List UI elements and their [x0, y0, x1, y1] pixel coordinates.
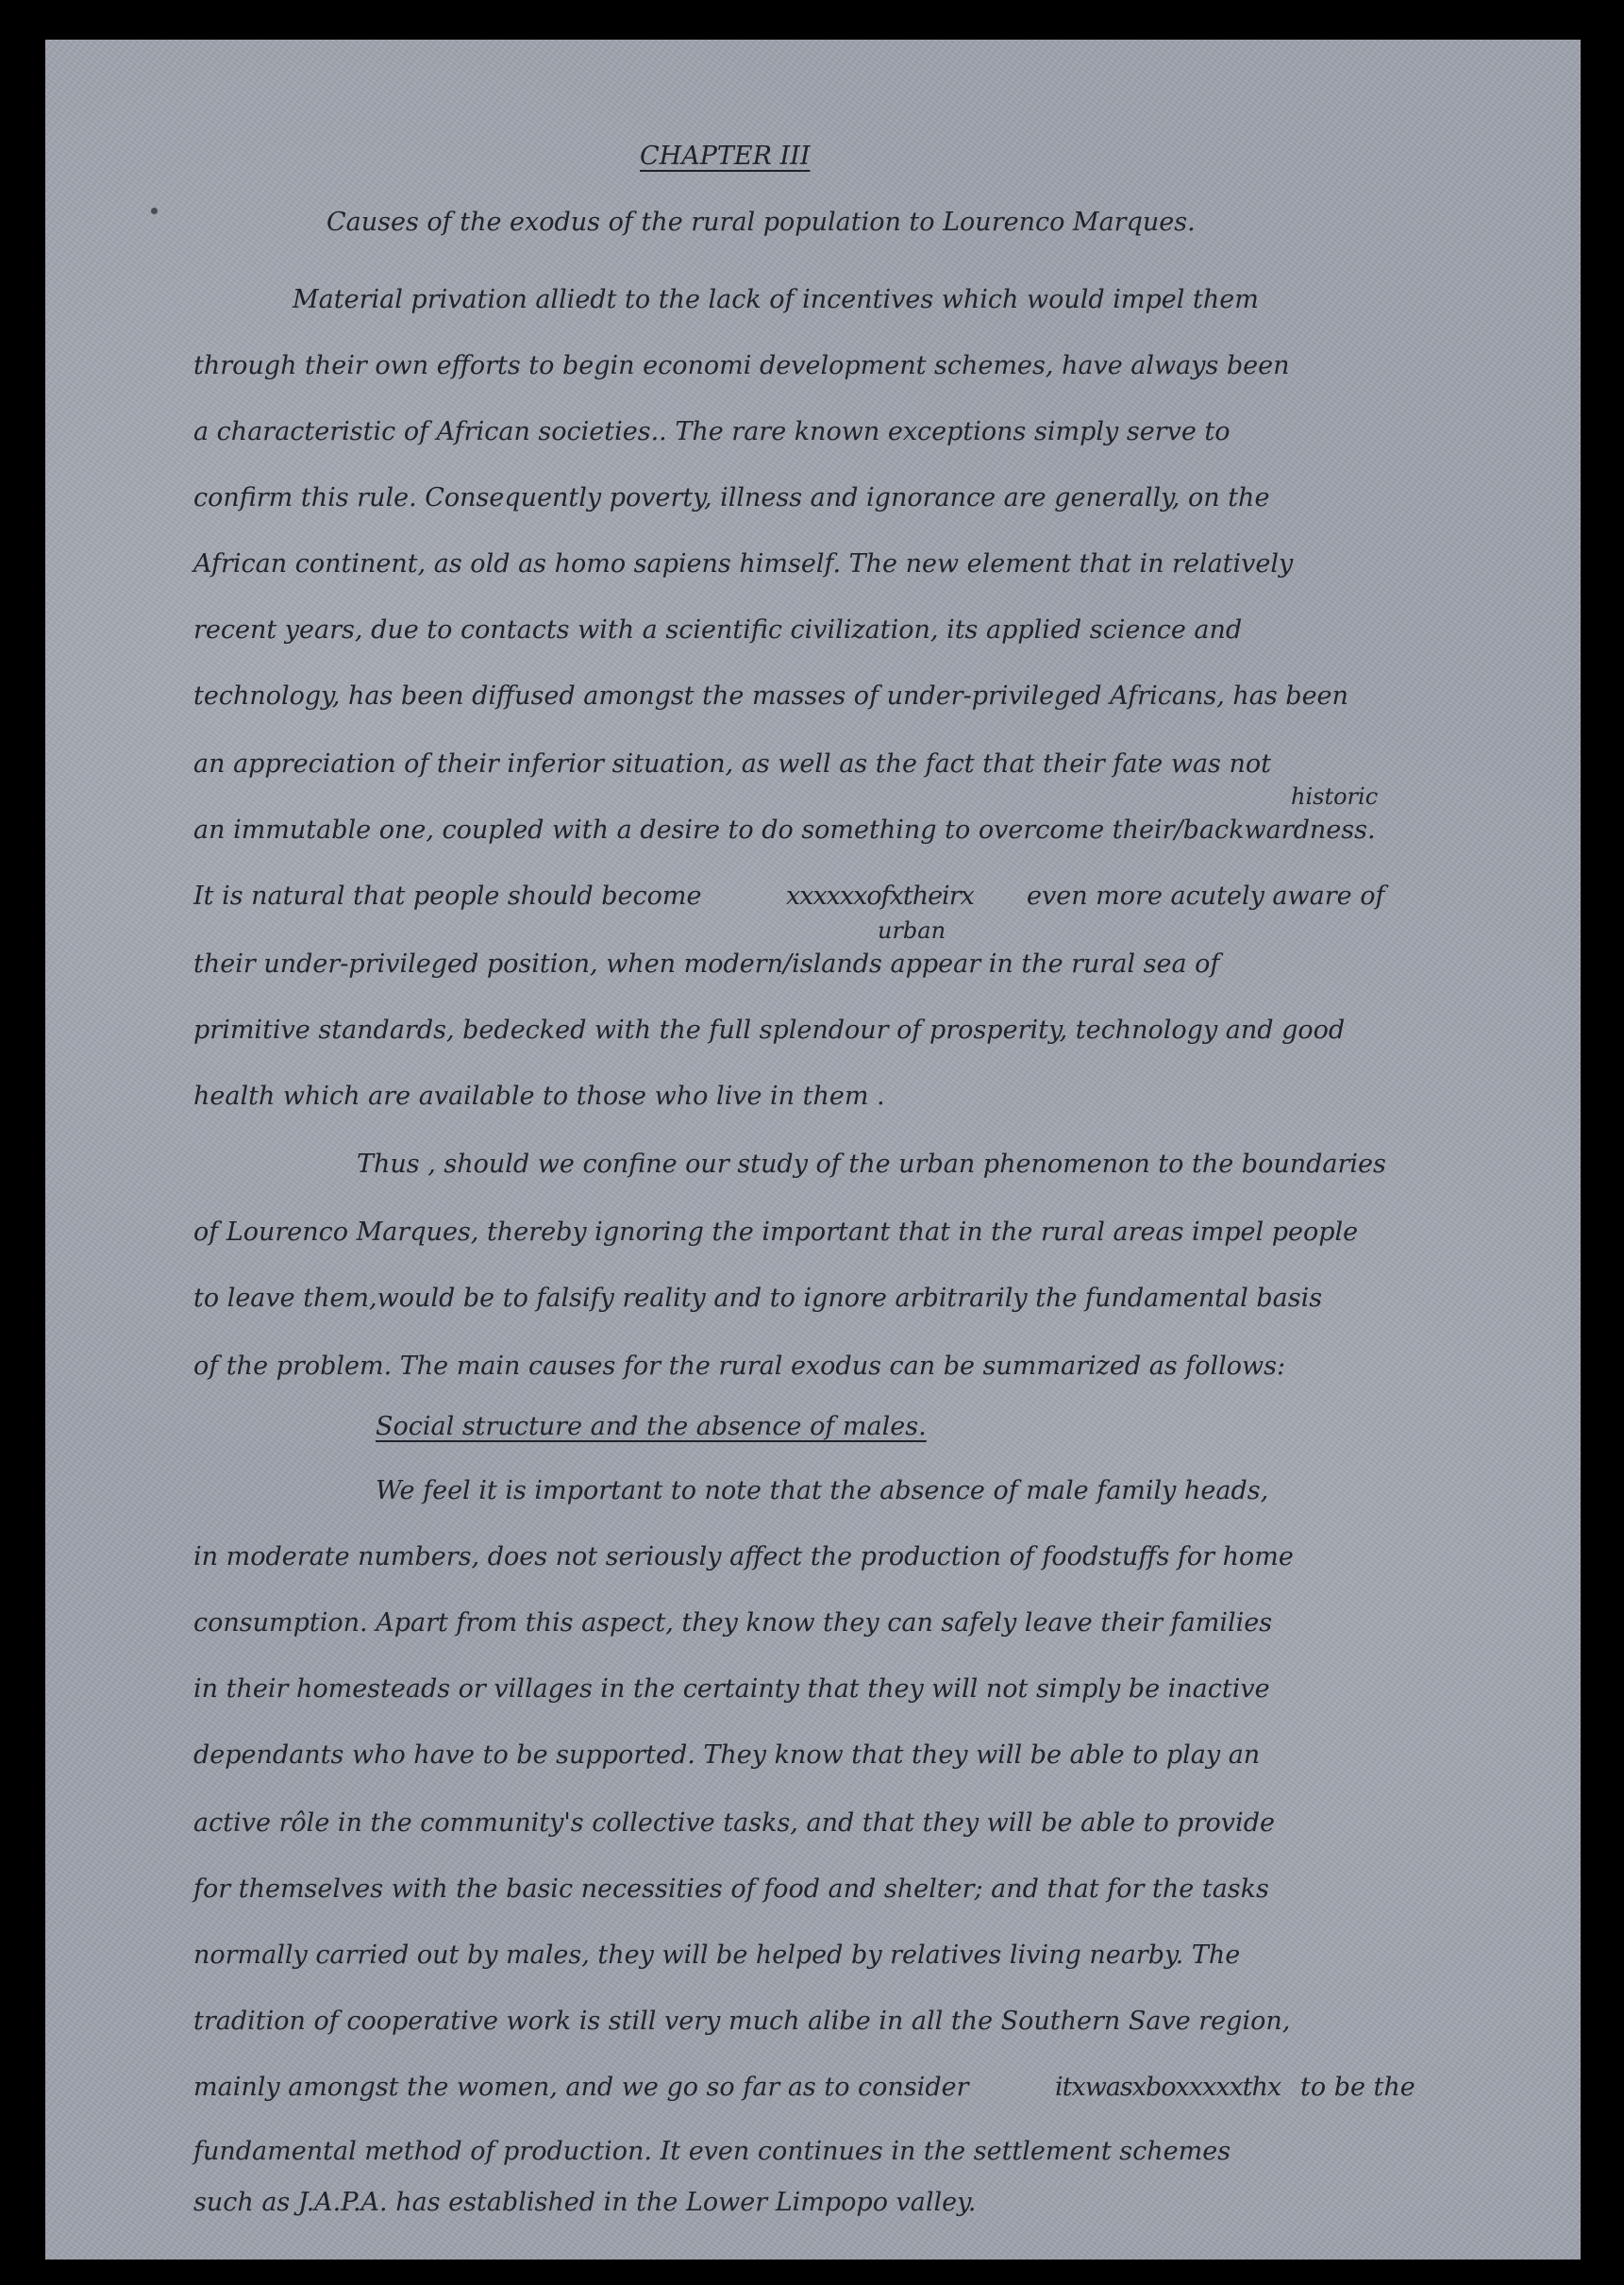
text-line: dependants who have to be supported. They know that they will be able to play an: [193, 1740, 1261, 1770]
text-line: African continent, as old as homo sapiens himself. The new element that in relatively: [193, 549, 1294, 579]
text-line: in their homesteads or villages in the certainty that they will not simply be inactive: [193, 1674, 1270, 1704]
document-page: [45, 40, 1581, 2260]
punch-hole: [151, 208, 158, 214]
text-line: of the problem. The main causes for the rural exodus can be summarized as follows:: [193, 1352, 1286, 1381]
text-line: of Lourenco Marques, thereby ignoring the important that in the rural areas impel people: [193, 1218, 1359, 1247]
chapter-subtitle: Causes of the exodus of the rural population to Lourenco Marques.: [326, 208, 1196, 237]
text-line: Material privation alliedt to the lack of incentives which would impel them: [293, 285, 1259, 314]
text-line: a characteristic of African societies.. The rare known exceptions simply serve to: [193, 417, 1231, 446]
text-line: normally carried out by males, they will be helped by relatives living nearby. The: [193, 1941, 1241, 1970]
text-line: their under-privileged position, when modern/islands appear in the rural sea of: [193, 949, 1220, 979]
text-line: even more acutely aware of: [1027, 882, 1385, 911]
text-line: consumption. Apart from this aspect, they know they can safely leave their families: [193, 1608, 1273, 1638]
struck-out-text: xxxxxxofxtheirx: [786, 882, 974, 911]
text-line: to leave them,would be to falsify reality and to ignore arbitrarily the fundamental basis: [193, 1284, 1323, 1313]
chapter-title: CHAPTER III: [640, 142, 811, 171]
inserted-word-historic: historic: [1291, 783, 1379, 810]
text-line: in moderate numbers, does not seriously affect the production of foodstuffs for home: [193, 1542, 1294, 1571]
text-line: confirm this rule. Consequently poverty, illness and ignorance are generally, on the: [193, 483, 1270, 512]
text-line: Thus , should we confine our study of the urban phenomenon to the boundaries: [357, 1150, 1386, 1179]
struck-out-text: itxwasxboxxxxxthx: [1055, 2073, 1281, 2102]
text-line: to be the: [1300, 2073, 1415, 2102]
text-line: through their own efforts to begin economi development schemes, have always been: [193, 351, 1290, 380]
text-line: such as J.A.P.A. has established in the Lower Limpopo valley.: [193, 2188, 977, 2217]
text-line: We feel it is important to note that the absence of male family heads,: [376, 1476, 1269, 1505]
text-line: primitive standards, bedecked with the full splendour of prosperity, technology and good: [193, 1016, 1346, 1045]
text-line: an appreciation of their inferior situation, as well as the fact that their fate was not: [193, 749, 1271, 779]
text-line: active rôle in the community's collective tasks, and that they will be able to provide: [193, 1808, 1275, 1838]
text-line: tradition of cooperative work is still very much alibe in all the Southern Save region,: [193, 2007, 1291, 2036]
text-line: for themselves with the basic necessities of food and shelter; and that for the tasks: [193, 1874, 1269, 1904]
inserted-word-urban: urban: [878, 917, 946, 944]
text-line: technology, has been diffused amongst the masses of under-privileged Africans, has been: [193, 681, 1348, 711]
section-heading: Social structure and the absence of males.: [376, 1412, 927, 1441]
text-line: mainly amongst the women, and we go so far as to consider: [193, 2073, 969, 2102]
text-line: recent years, due to contacts with a scientific civilization, its applied science and: [193, 615, 1243, 645]
text-line: an immutable one, coupled with a desire to do something to overcome their/backwardness.: [193, 815, 1376, 845]
text-line: It is natural that people should become: [193, 882, 702, 911]
text-line: fundamental method of production. It even continues in the settlement schemes: [193, 2137, 1231, 2166]
text-line: health which are available to those who live in them .: [193, 1082, 885, 1111]
